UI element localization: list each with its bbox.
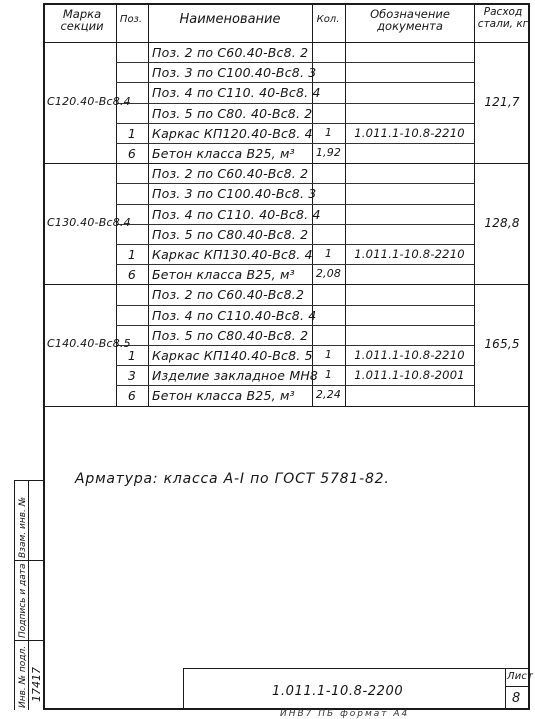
- row-line: [116, 345, 474, 346]
- header-pos: Поз.: [119, 14, 143, 25]
- row-name: Поз. 5 по С80. 40-Вс8. 2: [152, 105, 313, 121]
- reinforcement-note: Арматура: класса А-I по ГОСТ 5781-82.: [75, 471, 390, 487]
- stamp-right: [505, 668, 506, 710]
- row-doc: 1.011.1-10.8-2210: [354, 125, 465, 140]
- row-name: Поз. 5 по С80.40-Вс8. 2: [152, 226, 309, 242]
- row-line: [116, 62, 474, 63]
- header-qty: Кол.: [316, 14, 340, 25]
- row-pos: 1: [127, 247, 137, 262]
- inventory-number: 17417: [30, 667, 43, 702]
- side-label-sign: Подпись и дата: [18, 563, 28, 638]
- row-qty: 1: [324, 247, 333, 260]
- row-pos: 6: [127, 267, 137, 283]
- side-line: [14, 480, 15, 710]
- row-line: [116, 325, 474, 326]
- steel-consumption: 121,7: [484, 94, 520, 109]
- steel-consumption: 128,8: [484, 215, 520, 230]
- side-label-inv: Инв. № подл.: [18, 645, 28, 708]
- row-name: Поз. 5 по С80.40-Вс8. 2: [152, 327, 309, 343]
- stamp-sheet-sep: [505, 686, 530, 687]
- row-doc: 1.011.1-10.8-2210: [354, 247, 465, 261]
- row-line: [116, 264, 474, 265]
- row-line: [116, 365, 474, 366]
- row-name: Бетон класса В25, м³: [152, 267, 295, 283]
- side-label-replace: Взам. инв. №: [18, 496, 28, 558]
- sheet-label: Лист: [507, 671, 534, 682]
- row-pos: 3: [127, 368, 137, 384]
- header-name: Наименование: [179, 12, 281, 27]
- row-line: [116, 123, 474, 124]
- row-qty: 1,92: [315, 146, 342, 159]
- row-name: Поз. 2 по С60.40-Вс8.2: [152, 287, 305, 303]
- row-name: Бетон класса В25, м³: [152, 388, 295, 404]
- row-line: [116, 224, 474, 225]
- bottom-format-text: ИНВ7 ПБ формат А4: [280, 709, 410, 719]
- row-line: [116, 204, 474, 205]
- sheet-number: 8: [512, 691, 521, 706]
- row-line: [116, 305, 474, 306]
- row-name: Поз. 4 по С110. 40-Вс8. 4: [152, 206, 321, 222]
- steel-consumption: 165,5: [484, 337, 520, 351]
- row-name: Каркас КП120.40-Вс8. 4: [152, 125, 313, 141]
- row-pos: 6: [127, 388, 137, 404]
- group-line: [45, 163, 530, 164]
- row-pos: 1: [127, 125, 137, 141]
- row-line: [116, 385, 474, 386]
- row-name: Поз. 4 по С110.40-Вс8. 4: [152, 307, 317, 323]
- row-qty: 1: [324, 368, 333, 382]
- side-sep-2: [14, 560, 43, 561]
- row-doc: 1.011.1-10.8-2210: [354, 348, 465, 362]
- stamp-top: [183, 668, 530, 669]
- row-qty: 2,08: [315, 267, 342, 281]
- stamp-code: 1.011.1-10.8-2200: [272, 684, 404, 699]
- row-line: [116, 103, 474, 104]
- side-sep: [14, 480, 43, 481]
- group-line: [45, 284, 530, 285]
- row-line: [116, 183, 474, 184]
- header-mark: Марка секции: [60, 7, 104, 33]
- row-name: Поз. 2 по С60.40-Вс8. 2: [152, 166, 309, 182]
- side-line-2: [28, 480, 29, 710]
- row-name: Бетон класса В25, м³: [152, 146, 295, 161]
- section-mark: С130.40-Вс8.4: [47, 215, 131, 229]
- group-line: [45, 406, 530, 407]
- row-line: [116, 244, 474, 245]
- row-name: Каркас КП130.40-Вс8. 4: [152, 247, 313, 262]
- row-name: Поз. 2 по С60.40-Вс8. 2: [152, 45, 309, 60]
- section-mark: С140.40-Вс8.5: [47, 337, 131, 350]
- side-sep-3: [14, 640, 43, 641]
- row-name: Изделие закладное МН8: [152, 368, 319, 384]
- row-name: Каркас КП140.40-Вс8. 5: [152, 348, 313, 363]
- row-pos: 1: [127, 348, 137, 363]
- row-qty: 1: [324, 348, 333, 361]
- row-qty: 1: [324, 125, 333, 139]
- row-name: Поз. 3 по С100.40-Вс8. 3: [152, 65, 317, 81]
- header-bottom-line: [45, 42, 530, 43]
- stamp-left: [183, 668, 184, 710]
- row-doc: 1.011.1-10.8-2001: [354, 368, 465, 383]
- row-qty: 2,24: [315, 388, 342, 402]
- header-steel: Расход стали, кг: [477, 6, 529, 30]
- header-doc: Обозначение документа: [370, 7, 450, 33]
- row-name: Поз. 4 по С110. 40-Вс8. 4: [152, 85, 321, 101]
- row-name: Поз. 3 по С100.40-Вс8. 3: [152, 186, 317, 202]
- row-line: [116, 82, 474, 83]
- section-mark: С120.40-Вс8.4: [47, 94, 131, 108]
- row-pos: 6: [127, 146, 137, 161]
- row-line: [116, 143, 474, 144]
